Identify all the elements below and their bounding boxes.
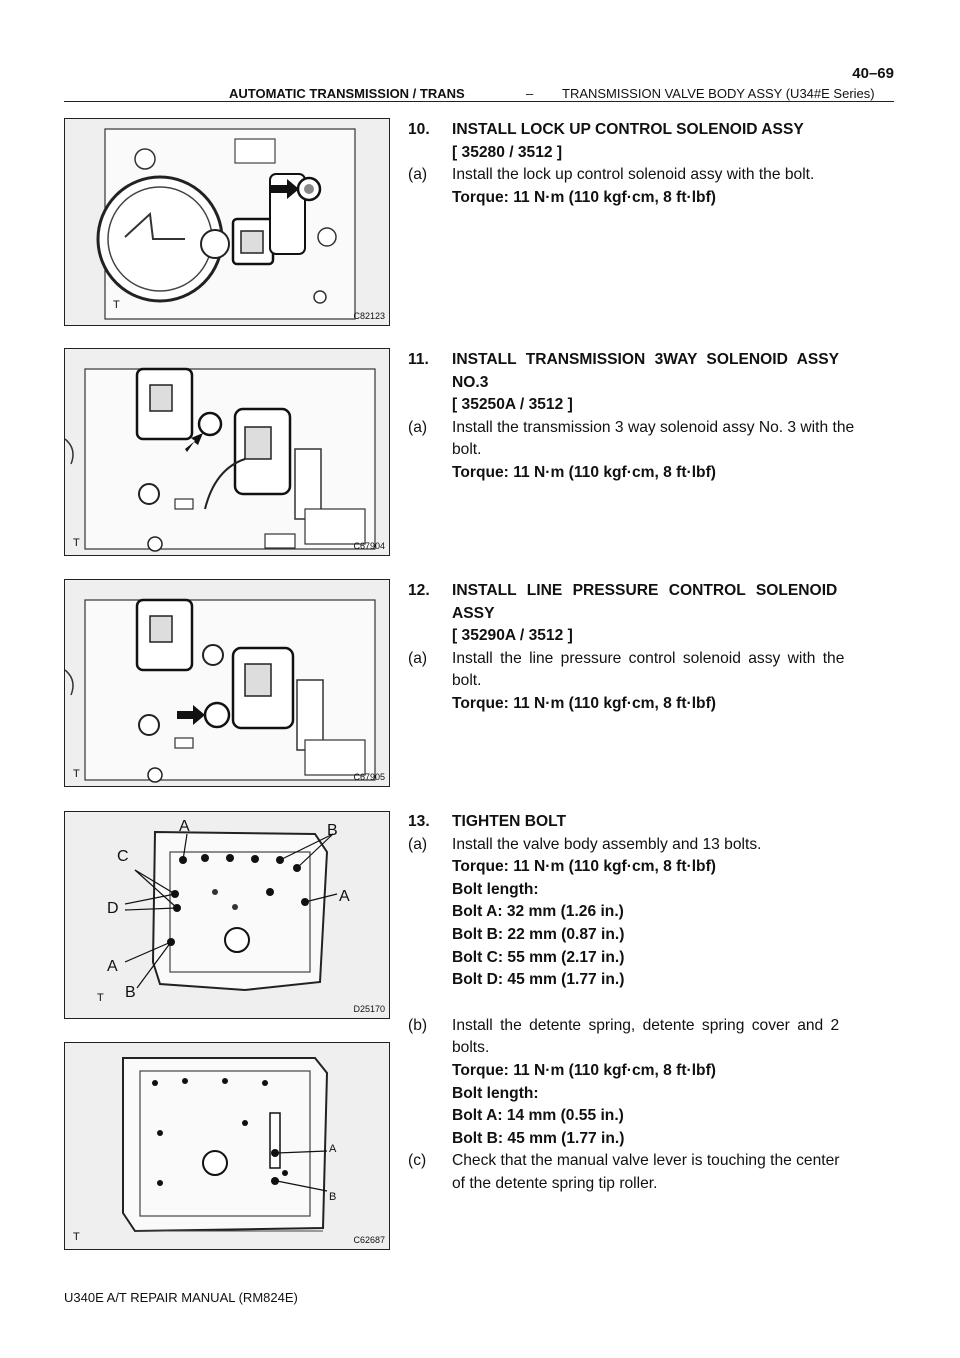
step-11 [408, 349, 896, 485]
step-13-substep-b-cont-row [408, 1037, 896, 1060]
step-10-title-cont: [ 35280 / 3512 ] [452, 143, 563, 161]
figure-4-label-c: C [117, 848, 129, 865]
figure-1-t-mark: T [113, 299, 120, 311]
step-13-b-bolt-length-row [408, 1083, 896, 1106]
step-10-torque-row [408, 187, 896, 210]
step-10-substep-a [408, 164, 896, 187]
figure-4-t-mark: T [97, 992, 104, 1004]
step-11-substep-a-cont-row [408, 439, 896, 462]
figure-4-label-a-right: A [339, 888, 350, 905]
step-13-title: TIGHTEN BOLT [452, 813, 567, 830]
figure-2-illustration [65, 349, 390, 556]
figure-5-t-mark: T [73, 1231, 80, 1243]
step-11-title: INSTALL TRANSMISSION 3WAY SOLENOID ASSY [452, 351, 840, 368]
step-11-title-cont2: [ 35250A / 3512 ] [452, 396, 573, 414]
step-13-substep-a [408, 834, 896, 857]
page-header [64, 65, 894, 102]
figure-1-code: C82123 [353, 311, 385, 321]
figure-5-code: C62687 [353, 1235, 385, 1245]
step-13-b-bolt-b-row [408, 1128, 896, 1151]
step-13-title-row [408, 811, 896, 834]
step-13-b-bolt-length-title: Bolt length: [452, 1084, 539, 1102]
figure-3-code: C67905 [353, 772, 385, 782]
step-13-a-bolt-a: Bolt A: 32 mm (1.26 in.) [452, 903, 624, 921]
step-13-substep-c-cont-row [408, 1173, 896, 1196]
figure-2-code: C67904 [353, 541, 385, 551]
figure-4-label-b-bottom: B [125, 984, 136, 1001]
header-rule [64, 101, 894, 102]
step-10-title: INSTALL LOCK UP CONTROL SOLENOID ASSY [452, 121, 804, 138]
figure-valve-body-bolts [64, 811, 390, 1019]
step-11-number: 11. [408, 351, 429, 368]
step-10-number: 10. [408, 121, 430, 138]
figure-3way-solenoid [64, 348, 390, 556]
step-13-a-bolt-d: Bolt D: 45 mm (1.77 in.) [452, 971, 625, 989]
figure-5-label-b: B [329, 1191, 337, 1203]
step-10-substep-a-text: Install the lock up control solenoid assy with the bolt. [452, 166, 815, 184]
step-13-substep-c-text-cont: of the detente spring tip roller. [452, 1174, 658, 1192]
step-13-a-bolt-a-row [408, 901, 896, 924]
step-13 [408, 811, 896, 1196]
step-13-substep-b-text: Install the detente spring, detente spring cover and 2 [452, 1016, 840, 1034]
step-13-b-bolt-a-row [408, 1105, 896, 1128]
step-13-substep-a-text: Install the valve body assembly and 13 bolts. [452, 835, 762, 853]
step-13-a-bolt-b: Bolt B: 22 mm (0.87 in.) [452, 925, 625, 943]
step-11-substep-a-text-cont: bolt. [452, 441, 482, 459]
figure-3-illustration [65, 580, 390, 787]
step-12-substep-a [408, 648, 896, 671]
step-11-title-cont-row [408, 372, 896, 395]
figure-4-label-b-top: B [327, 822, 338, 839]
step-10-torque: Torque: 11 N·m (110 kgf·cm, 8 ft·lbf) [452, 188, 716, 206]
step-13-a-bolt-length-title: Bolt length: [452, 880, 539, 898]
step-11-torque-row [408, 462, 896, 485]
figure-4-label-a-top: A [179, 818, 190, 835]
step-11-title-cont: NO.3 [452, 373, 489, 391]
step-12-substep-a-label: (a) [408, 649, 428, 667]
step-10 [408, 119, 896, 209]
step-11-substep-a-text: Install the transmission 3 way solenoid assy No. 3 with the [452, 418, 855, 436]
step-13-substep-a-label: (a) [408, 835, 428, 853]
step-13-a-bolt-d-row [408, 969, 896, 992]
step-10-title-cont-row [408, 142, 896, 165]
step-13-number: 13. [408, 813, 430, 830]
step-12-title-cont2-row [408, 625, 896, 648]
step-12-torque: Torque: 11 N·m (110 kgf·cm, 8 ft·lbf) [452, 694, 716, 712]
step-13-a-bolt-b-row [408, 924, 896, 947]
figure-detente-spring [64, 1042, 390, 1250]
step-13-a-bolt-c-row [408, 947, 896, 970]
step-13-substep-b [408, 1015, 896, 1038]
section-title: AUTOMATIC TRANSMISSION / TRANS [229, 86, 465, 101]
step-13-substep-b-label: (b) [408, 1016, 428, 1034]
page-number: 40–69 [852, 65, 894, 82]
figure-4-code: D25170 [353, 1004, 385, 1014]
step-13-substep-b-text-cont: bolts. [452, 1039, 490, 1057]
step-13-b-bolt-a: Bolt A: 14 mm (0.55 in.) [452, 1107, 624, 1125]
step-13-substep-c [408, 1150, 896, 1173]
step-13-substep-c-label: (c) [408, 1152, 427, 1170]
step-10-substep-a-label: (a) [408, 166, 428, 184]
header-dash: – [526, 86, 534, 101]
step-12-number: 12. [408, 582, 430, 599]
figure-lock-up-solenoid [64, 118, 390, 326]
step-13-b-bolt-b: Bolt B: 45 mm (1.77 in.) [452, 1129, 625, 1147]
step-10-title-row [408, 119, 896, 142]
figure-3-t-mark: T [73, 768, 80, 780]
page-footer: U340E A/T REPAIR MANUAL (RM824E) [64, 1290, 298, 1305]
subsection-title: TRANSMISSION VALVE BODY ASSY (U34#E Series) [562, 86, 875, 101]
step-13-a-bolt-length-row [408, 879, 896, 902]
step-13-a-torque-row [408, 856, 896, 879]
step-12-substep-a-text-cont: bolt. [452, 672, 482, 690]
step-13-a-torque: Torque: 11 N·m (110 kgf·cm, 8 ft·lbf) [452, 858, 716, 876]
step-12 [408, 580, 896, 716]
step-13-b-torque-row [408, 1060, 896, 1083]
step-11-substep-a [408, 417, 896, 440]
spacer [408, 992, 896, 1015]
step-11-torque: Torque: 11 N·m (110 kgf·cm, 8 ft·lbf) [452, 463, 716, 481]
step-12-substep-a-text: Install the line pressure control solenoid assy with the [452, 649, 845, 667]
step-12-title-cont2: [ 35290A / 3512 ] [452, 627, 573, 645]
step-11-substep-a-label: (a) [408, 418, 428, 436]
step-12-title: INSTALL LINE PRESSURE CONTROL SOLENOID [452, 582, 838, 599]
step-11-title-row [408, 349, 896, 372]
figure-4-label-d: D [107, 900, 119, 917]
step-12-torque-row [408, 693, 896, 716]
step-12-title-cont-row [408, 603, 896, 626]
step-12-title-row [408, 580, 896, 603]
figure-5-label-a: A [329, 1143, 337, 1155]
figure-5-illustration [65, 1043, 390, 1250]
step-12-substep-a-cont-row [408, 670, 896, 693]
step-13-substep-c-text: Check that the manual valve lever is touching the center [452, 1152, 840, 1170]
figure-4-label-a-left: A [107, 958, 118, 975]
step-12-title-cont: ASSY [452, 604, 495, 622]
step-13-a-bolt-c: Bolt C: 55 mm (2.17 in.) [452, 948, 625, 966]
figure-line-pressure-solenoid [64, 579, 390, 787]
step-13-b-torque: Torque: 11 N·m (110 kgf·cm, 8 ft·lbf) [452, 1061, 716, 1079]
step-11-title-cont2-row [408, 394, 896, 417]
figure-2-t-mark: T [73, 537, 80, 549]
figure-1-illustration [65, 119, 390, 326]
